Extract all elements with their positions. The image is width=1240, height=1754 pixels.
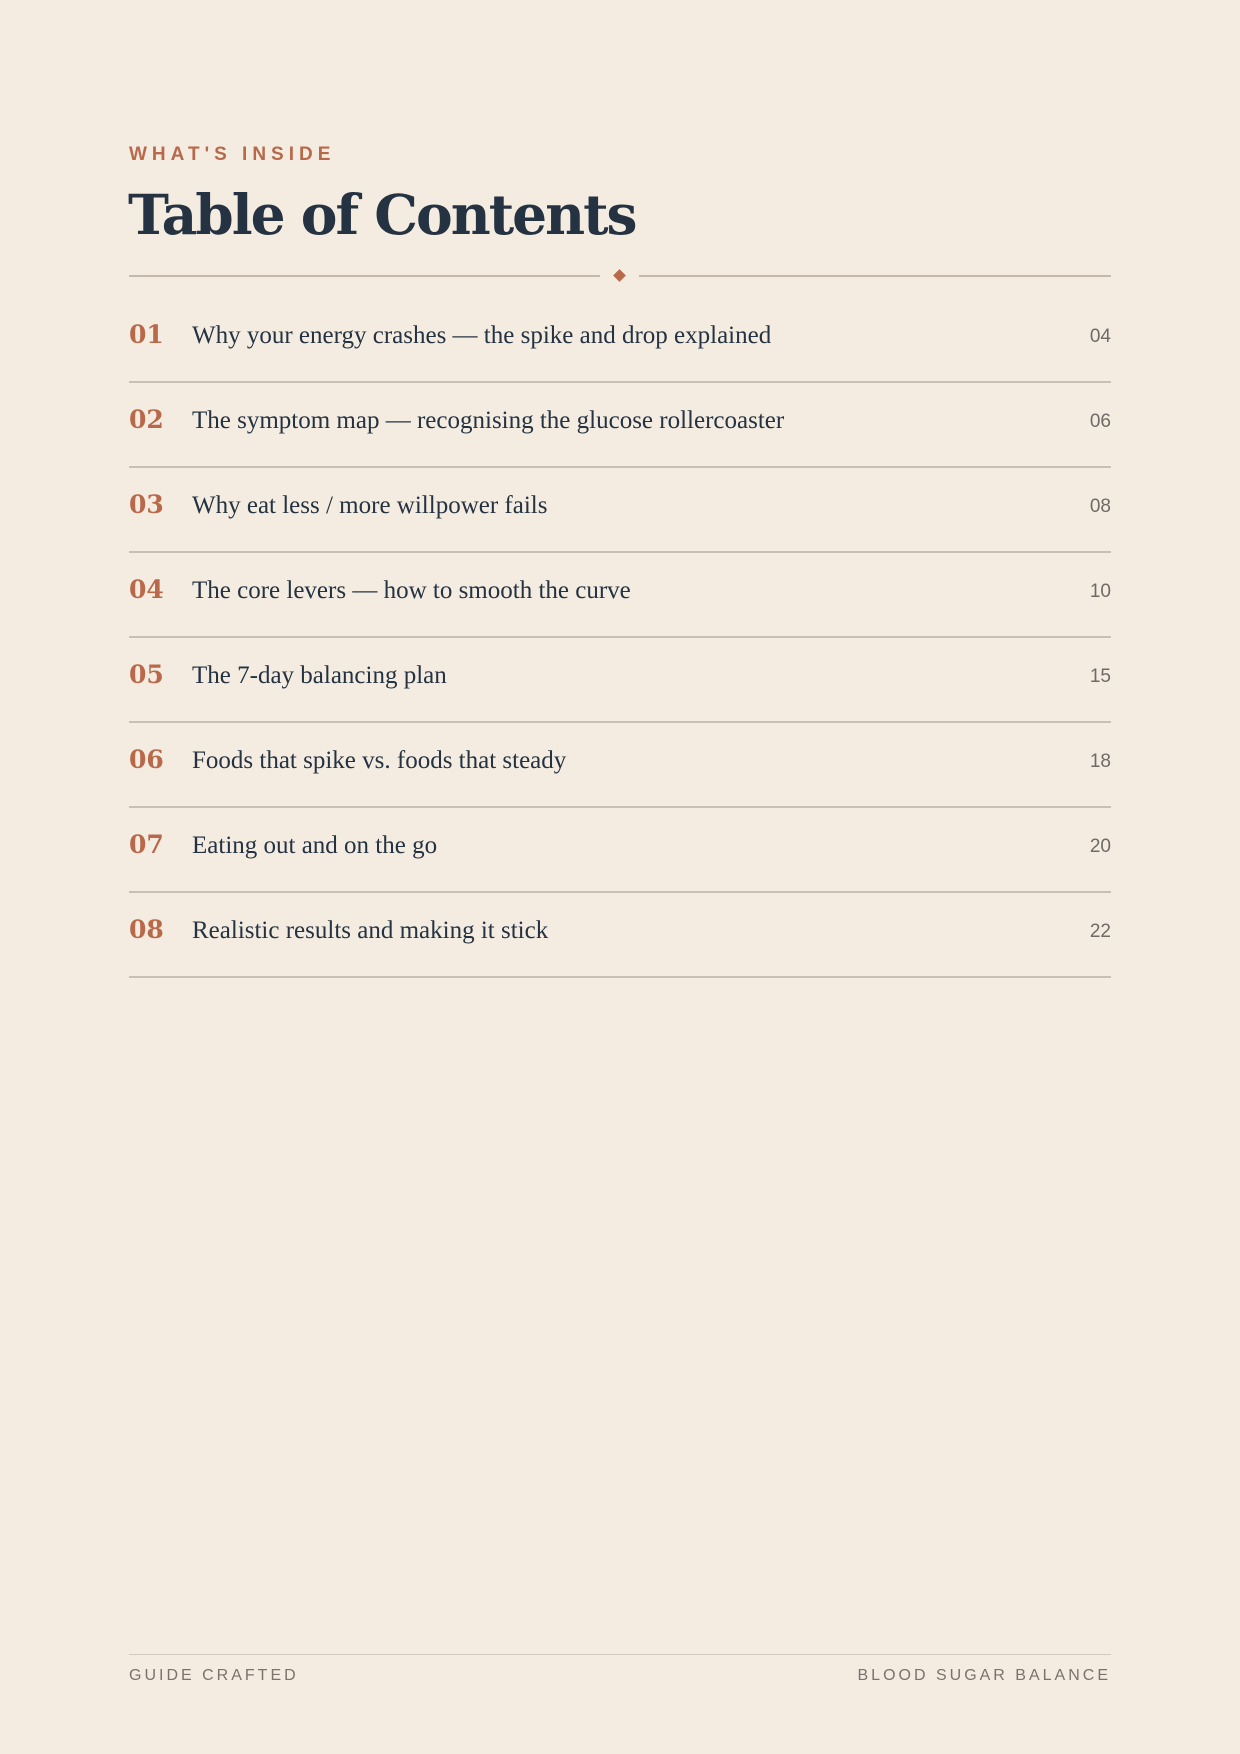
- toc-item[interactable]: [129, 298, 1111, 383]
- toc-item[interactable]: [129, 808, 1111, 893]
- toc-list: [129, 298, 1111, 978]
- diamond-icon: [613, 269, 626, 282]
- toc-item-title: Why eat less / more willpower fails: [192, 492, 548, 519]
- toc-item-page: 15: [1089, 666, 1111, 687]
- toc-item-page: 10: [1089, 581, 1111, 602]
- divider-line-left: [129, 275, 600, 277]
- toc-item-page: 06: [1089, 411, 1111, 432]
- toc-item-number: 04: [129, 575, 164, 604]
- title-divider: [129, 266, 1111, 286]
- toc-item-page: 20: [1089, 836, 1111, 857]
- divider-line-right: [639, 275, 1111, 277]
- footer-brand: GUIDE CRAFTED: [129, 1667, 299, 1684]
- toc-item-number: 05: [129, 660, 164, 689]
- toc-item-page: 18: [1089, 751, 1111, 772]
- toc-item-number: 06: [129, 745, 164, 774]
- toc-item-number: 07: [129, 830, 164, 859]
- toc-item[interactable]: [129, 468, 1111, 553]
- section-eyebrow: WHAT'S INSIDE: [129, 144, 336, 165]
- toc-item-title: The 7-day balancing plan: [192, 662, 447, 689]
- toc-item[interactable]: [129, 383, 1111, 468]
- toc-item-number: 08: [129, 915, 164, 944]
- toc-item-number: 01: [129, 320, 164, 349]
- toc-item-page: 04: [1089, 326, 1111, 347]
- toc-item-number: 02: [129, 405, 164, 434]
- toc-item[interactable]: [129, 723, 1111, 808]
- toc-item-title: Why your energy crashes — the spike and drop explained: [192, 322, 772, 349]
- toc-item-page: 08: [1089, 496, 1111, 517]
- toc-item[interactable]: [129, 638, 1111, 723]
- toc-item-page: 22: [1089, 921, 1111, 942]
- toc-item[interactable]: [129, 553, 1111, 638]
- page-title: Table of Contents: [128, 182, 636, 247]
- toc-item-title: Foods that spike vs. foods that steady: [192, 747, 567, 774]
- footer-divider: [129, 1654, 1111, 1655]
- toc-item[interactable]: [129, 893, 1111, 978]
- toc-item-title: The core levers — how to smooth the curve: [192, 577, 631, 604]
- toc-item-title: Realistic results and making it stick: [192, 917, 549, 944]
- footer-guide-title: BLOOD SUGAR BALANCE: [857, 1667, 1111, 1684]
- toc-item-title: Eating out and on the go: [192, 832, 438, 859]
- toc-item-title: The symptom map — recognising the glucose rollercoaster: [192, 407, 785, 434]
- toc-item-number: 03: [129, 490, 164, 519]
